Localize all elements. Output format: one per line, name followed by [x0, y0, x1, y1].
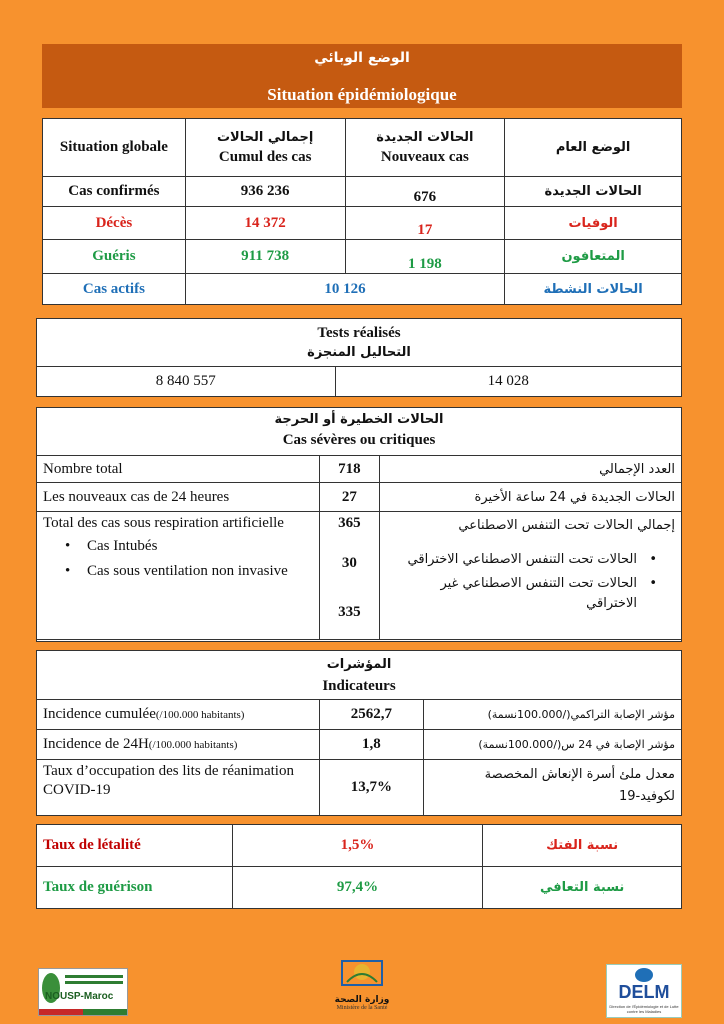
header-cumul-ar: إجمالي الحالات — [216, 129, 314, 145]
resp-values — [319, 512, 379, 640]
delm-logo-text: DELM — [618, 982, 670, 1002]
row-label-fr: Décès — [43, 207, 186, 240]
header-banner — [42, 44, 682, 108]
table-row — [37, 700, 682, 730]
row-nouveaux: 676 — [345, 177, 505, 207]
row-nouveaux: 17 — [345, 207, 505, 240]
severe-value: 718 — [319, 456, 379, 483]
indicator-label-fr — [37, 730, 320, 760]
table-row — [37, 760, 682, 816]
indicator-name: Incidence de 24H — [43, 736, 149, 752]
indicators-header — [37, 657, 681, 695]
header-nouveaux-ar: الحالات الجديدة — [376, 129, 474, 145]
row-cumul: 10 126 — [185, 274, 504, 305]
row-label-fr: Cas confirmés — [43, 177, 186, 207]
header-nouveaux — [345, 119, 505, 177]
severe-title-ar: الحالات الخطيرة أو الحرجة — [274, 412, 444, 427]
list-item: • Cas sous ventilation non invasive — [65, 563, 288, 579]
table-row — [43, 177, 682, 207]
row-label-ar: المتعافون — [505, 240, 682, 274]
tests-title-ar: التحاليل المنجزة — [307, 345, 411, 360]
table-row — [43, 207, 682, 240]
indicator-label-fr — [37, 700, 320, 730]
banner-title-fr: Situation épidémiologique — [267, 85, 457, 104]
ministry-emblem-icon — [341, 960, 383, 990]
indicator-unit: (/100.000 habitants) — [155, 709, 245, 721]
tests-title-fr: Tests réalisés — [317, 325, 401, 341]
table-row — [43, 274, 682, 305]
severe-label-fr: Les nouveaux cas de 24 heures — [37, 483, 320, 512]
indicator-value: 2562,7 — [319, 700, 424, 730]
tests-table — [36, 318, 682, 397]
severe-value: 27 — [319, 483, 379, 512]
row-nouveaux: 1 198 — [345, 240, 505, 274]
table-row — [43, 240, 682, 274]
table-row — [37, 483, 682, 512]
header-cumul-fr: Cumul des cas — [218, 148, 312, 165]
resp-label-fr: Total des cas sous respiration artificielle — [43, 515, 284, 531]
row-label-fr: Cas actifs — [43, 274, 186, 305]
severe-label-ar: العدد الإجمالي — [379, 456, 681, 483]
header-situation-fr: Situation globale — [43, 119, 186, 177]
row-label-ar: الحالات الجديدة — [505, 177, 682, 207]
indicator-unit: (/100.000 habitants) — [148, 739, 238, 751]
severe-table — [36, 455, 682, 640]
lethality-label-fr: Taux de létalité — [37, 825, 233, 867]
indicator-value: 1,8 — [319, 730, 424, 760]
indicator-name: Incidence cumulée — [43, 706, 156, 722]
nousp-logo — [38, 968, 128, 1016]
severe-label-ar: الحالات الجديدة في 24 ساعة الأخيرة — [379, 483, 681, 512]
list-item: • الحالات تحت التنفس الاصطناعي غير الاختراقي — [440, 576, 657, 611]
intub-label-fr: Cas Intubés — [87, 538, 158, 554]
row-label-fr: Guéris — [43, 240, 186, 274]
noninv-label-ar: الحالات تحت التنفس الاصطناعي غير الاختراقي — [440, 576, 637, 611]
recovery-value: 97,4% — [232, 867, 483, 909]
intub-value: 30 — [341, 555, 357, 571]
recovery-label-fr: Taux de guérison — [37, 867, 233, 909]
table-row — [37, 867, 682, 909]
resp-cell-ar — [379, 512, 681, 640]
indicators-title-ar: المؤشرات — [326, 657, 392, 672]
table-row — [37, 730, 682, 760]
header-situation-ar: الوضع العام — [505, 119, 682, 177]
banner-title-ar: الوضع الوبائي — [314, 50, 410, 66]
row-label-ar: الحالات النشطة — [505, 274, 682, 305]
ministry-name: Ministère de la Santé — [336, 1005, 388, 1011]
table-row — [37, 456, 682, 483]
list-item: • الحالات تحت التنفس الاصطناعي الاختراقي — [407, 552, 657, 567]
global-situation-table — [42, 118, 682, 305]
noninv-value: 335 — [338, 604, 361, 620]
tests-total: 8 840 557 — [37, 367, 336, 397]
resp-value: 365 — [338, 515, 361, 531]
tests-header — [37, 319, 682, 367]
indicator-label-ar: مؤشر الإصابة التراكمي(/100.000نسمة) — [424, 700, 682, 730]
ministry-logo: وزارة الصحة Ministère de la Santé — [333, 960, 391, 1020]
resp-cell-fr — [37, 512, 320, 640]
row-cumul: 911 738 — [185, 240, 345, 274]
indicator-label-ar: معدل ملئ أسرة الإنعاش المخصصة لكوفيد-19 — [424, 760, 682, 816]
table-row — [37, 825, 682, 867]
row-cumul: 936 236 — [185, 177, 345, 207]
tests-new: 14 028 — [335, 367, 681, 397]
rates-table — [36, 824, 682, 909]
severe-header — [37, 412, 681, 449]
intub-label-ar: الحالات تحت التنفس الاصطناعي الاختراقي — [407, 552, 637, 567]
recovery-label-ar: نسبة التعافي — [483, 867, 682, 909]
severe-label-fr: Nombre total — [37, 456, 320, 483]
indicator-value: 13,7% — [319, 760, 424, 816]
indicators-table — [36, 699, 682, 816]
noninv-label-fr: Cas sous ventilation non invasive — [87, 563, 288, 579]
row-cumul: 14 372 — [185, 207, 345, 240]
row-label-ar: الوفيات — [505, 207, 682, 240]
resp-label-ar: إجمالي الحالات تحت التنفس الاصطناعي — [458, 518, 675, 533]
table-row — [37, 512, 682, 640]
lethality-label-ar: نسبة الفتك — [483, 825, 682, 867]
nousp-logo-text: NOUSP-Maroc — [45, 991, 114, 1002]
indicators-title-fr: Indicateurs — [322, 678, 396, 694]
indicator-label-ar: مؤشر الإصابة في 24 س(/100.000نسمة) — [424, 730, 682, 760]
delm-logo-subtitle: Direction de l'Épidémiologie et de Lutte contre les Maladies — [609, 1004, 679, 1014]
header-cumul — [185, 119, 345, 177]
indicator-label-fr: Taux d’occupation des lits de réanimation COVID-19 — [37, 760, 320, 816]
severe-title-fr: Cas sévères ou critiques — [282, 432, 436, 448]
lethality-value: 1,5% — [232, 825, 483, 867]
delm-logo — [606, 964, 682, 1018]
header-nouveaux-fr: Nouveaux cas — [380, 148, 469, 165]
list-item: • Cas Intubés — [65, 538, 158, 554]
globe-icon — [635, 968, 653, 982]
